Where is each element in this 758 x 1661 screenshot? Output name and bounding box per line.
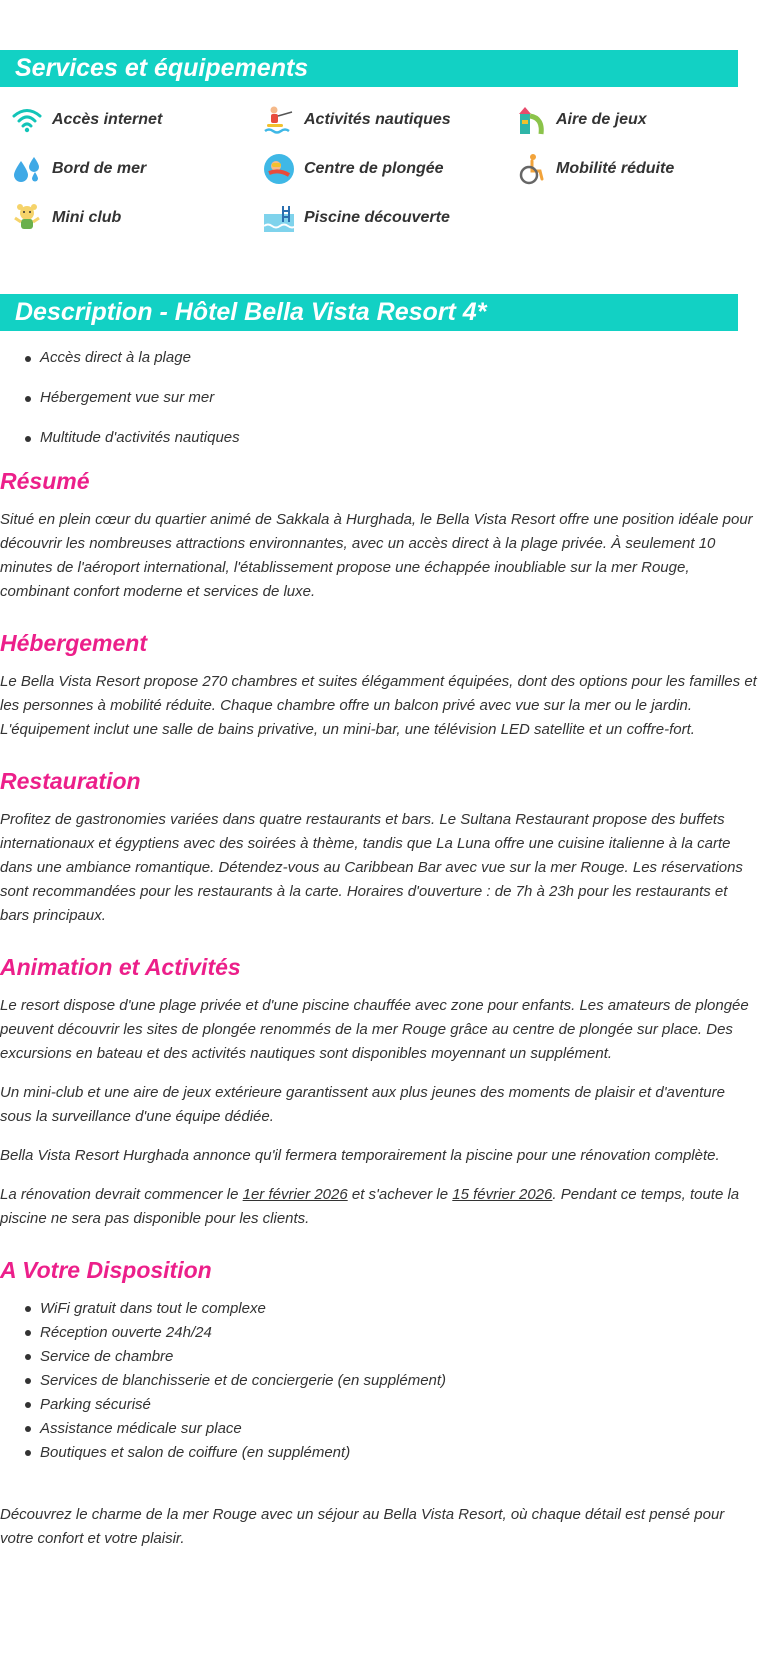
renovation-text-a: La rénovation devrait commencer le — [0, 1186, 243, 1203]
page — [0, 50, 758, 1551]
hebergement-heading: Hébergement — [0, 630, 147, 656]
service-label: Mini club — [52, 208, 122, 226]
renovation-text-b: et s'achever le — [347, 1186, 453, 1203]
water-drops-icon — [11, 153, 43, 185]
animation-text-3: Bella Vista Resort Hurghada annonce qu'il fermera temporairement la piscine pour une rénovation complète. — [0, 1147, 720, 1164]
service-nautical — [263, 95, 515, 144]
renovation-start-date: 1er février 2026 — [242, 1186, 348, 1203]
service-label: Activités nautiques — [304, 110, 451, 128]
list-item: Services de blanchisserie et de conciergerie (en supplément) — [0, 1369, 758, 1393]
service-diving — [263, 144, 515, 193]
service-label: Bord de mer — [52, 159, 147, 177]
list-item: Assistance médicale sur place — [0, 1417, 758, 1441]
hebergement-text: Le Bella Vista Resort propose 270 chambres et suites élégamment équipées, dont des options pour les familles et les personnes à mobilité réduite. Chaque chambre offre un balcon privé avec vue sur la mer ou le jardin. L'équipement inclut une salle de bains privative, un mini-bar, une télévision LED satellite et un coffre-fort. — [0, 673, 757, 738]
restauration-heading: Restauration — [0, 768, 141, 794]
list-item: Hébergement vue sur mer — [0, 387, 758, 427]
service-pool — [263, 193, 515, 242]
animation-heading: Animation et Activités — [0, 954, 241, 980]
kids-club-icon — [11, 202, 43, 234]
disposition-heading: A Votre Disposition — [0, 1257, 212, 1283]
renovation-end-date: 15 février 2026 — [452, 1186, 553, 1203]
list-item: WiFi gratuit dans tout le complexe — [0, 1297, 758, 1321]
resume-heading: Résumé — [0, 468, 90, 494]
list-item: Parking sécurisé — [0, 1393, 758, 1417]
service-label: Accès internet — [52, 110, 163, 128]
playground-icon — [515, 104, 547, 136]
water-ski-icon — [263, 104, 295, 136]
animation-text-2: Un mini-club et une aire de jeux extérieure garantissent aux plus jeunes des moments de plaisir et d'aventure sous la surveillance d'une équipe dédiée. — [0, 1084, 725, 1125]
diving-icon — [263, 153, 295, 185]
list-item: Réception ouverte 24h/24 — [0, 1321, 758, 1345]
conclusion-text: Découvrez le charme de la mer Rouge avec un séjour au Bella Vista Resort, où chaque détail est pensé pour votre confort et votre plaisir. — [0, 1506, 725, 1547]
pool-icon — [263, 202, 295, 234]
description-header: Description - Hôtel Bella Vista Resort 4* — [0, 294, 738, 331]
animation-text-1: Le resort dispose d'une plage privée et d'une piscine chauffée avec zone pour enfants. Les amateurs de plongée peuvent découvrir les sites de plongée renommés de la mer Rouge grâce au centre de plongée sur place. Des excursions en bateau et des activités nautiques sont disponibles moyennant un supplément. — [0, 997, 749, 1062]
renovation-text-c: . Pendant ce temps, toute la piscine ne sera pas disponible pour les clients. — [0, 1186, 740, 1227]
service-seaside — [11, 144, 263, 193]
service-label: Mobilité réduite — [556, 159, 675, 177]
services-header: Services et équipements — [0, 50, 738, 87]
service-label: Centre de plongée — [304, 159, 444, 177]
highlights-list — [0, 347, 758, 467]
animation-text-4 — [0, 1183, 758, 1231]
restauration-text: Profitez de gastronomies variées dans quatre restaurants et bars. Le Sultana Restaurant propose des buffets internationaux et égyptiens avec des soirées à thème, tandis que La Luna offre une cuisine italienne à la carte dans une ambiance romantique. Détendez-vous au Caribbean Bar avec vue sur la mer Rouge. Les réservations sont recommandées pour les restaurants à la carte. Horaires d'ouverture : de 7h à 23h pour les restaurants et bars principaux. — [0, 811, 743, 924]
list-item: Accès direct à la plage — [0, 347, 758, 387]
wheelchair-icon — [515, 153, 547, 185]
service-internet — [11, 95, 263, 144]
list-item: Boutiques et salon de coiffure (en supplément) — [0, 1441, 758, 1465]
service-kids-club — [11, 193, 263, 242]
service-label: Piscine découverte — [304, 208, 450, 226]
resume-text: Situé en plein cœur du quartier animé de Sakkala à Hurghada, le Bella Vista Resort offre une position idéale pour découvrir les nombreuses attractions environnantes, avec un accès direct à la plage privée. À seulement 10 minutes de l'aéroport international, l'établissement propose une échappée inoubliable sur la mer Rouge, combinant confort moderne et services de luxe. — [0, 511, 753, 600]
service-label: Aire de jeux — [556, 110, 647, 128]
amenities-list — [0, 1297, 758, 1465]
wifi-icon — [11, 104, 43, 136]
services-grid — [0, 95, 758, 242]
service-playground — [515, 95, 751, 144]
service-mobility — [515, 144, 751, 193]
list-item: Multitude d'activités nautiques — [0, 427, 758, 467]
list-item: Service de chambre — [0, 1345, 758, 1369]
